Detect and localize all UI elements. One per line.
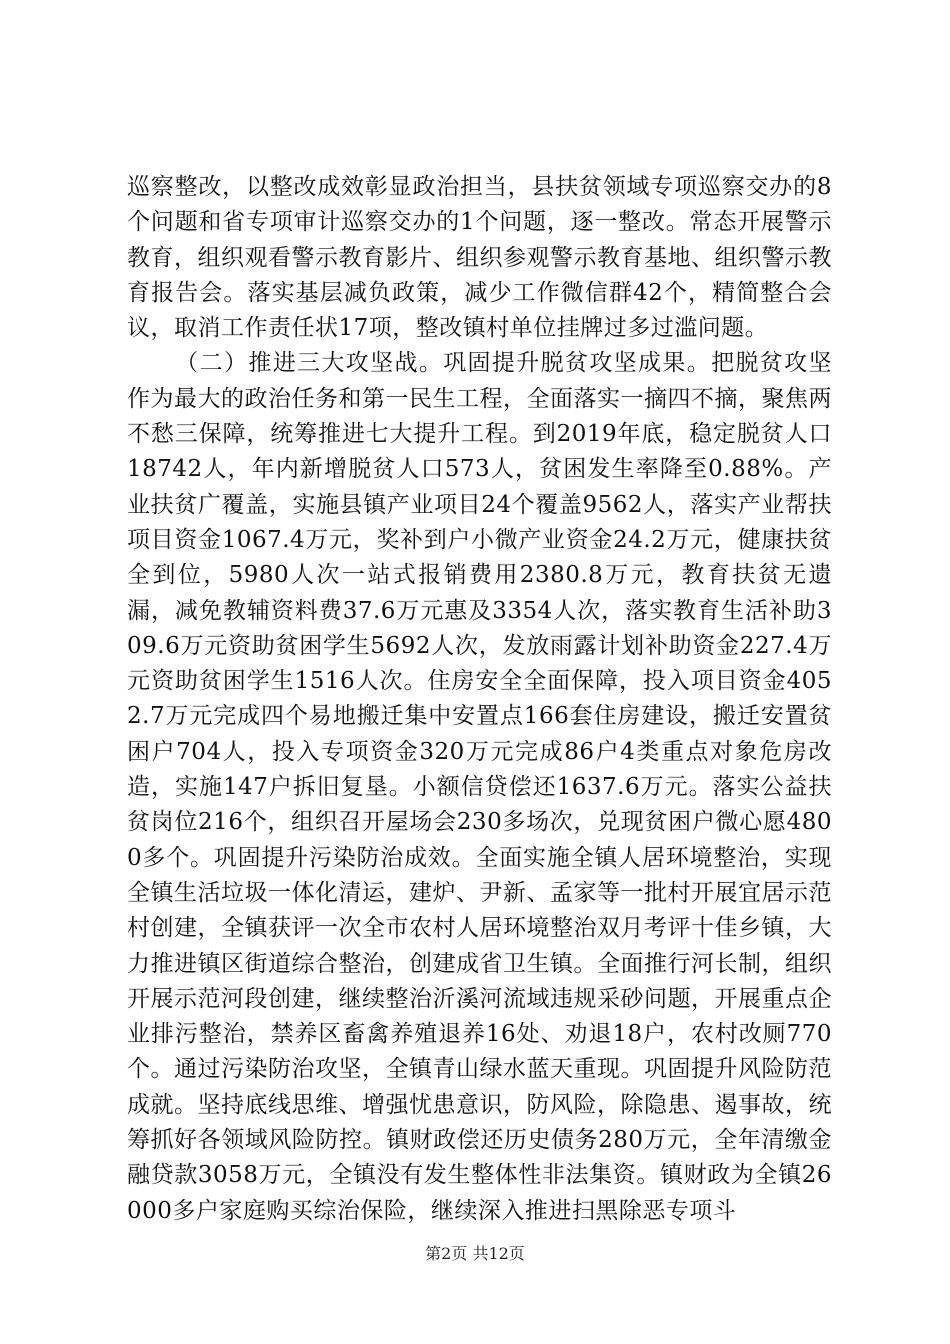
paragraph-inspection-rectification: 巡察整改，以整改成效彰显政治担当，县扶贫领域专项巡察交办的8个问题和省专项审计巡察交办的1个问题，逐一整改。常态开展警示教育，组织观看警示教育影片、组织参观警示教育基地、组织警示教育报告会。落实基层减负政策，减少工作微信群42个，精简整合会议，取消工作责任状17项，整改镇村单位挂牌过多过滥问题。 (127, 174, 832, 342)
paragraph-three-battles: （二）推进三大攻坚战。巩固提升脱贫攻坚成果。把脱贫攻坚作为最大的政治任务和第一民生工程，全面落实一摘四不摘，聚焦两不愁三保障，统筹推进七大提升工程。到2019年底，稳定脱贫人口18742人，年内新增脱贫人口573人，贫困发生率降至0.88%。产业扶贫广覆盖，实施县镇产业项目24个覆盖9562人，落实产业帮扶项目资金1067.4万元，奖补到户小微产业资金24.2万元，健康扶贫全到位，5980人次一站式报销费用2380.8万元，教育扶贫无遗漏，减免教辅资料费37.6万元惠及3354人次，落实教育生活补助309.6万元资助贫困学生5692人次，发放雨露计划补助资金227.4万元资助贫困学生1516人次。住房安全全面保障，投入项目资金4052.7万元完成四个易地搬迁集中安置点166套住房建设，搬迁安置贫困户704人，投入专项资金320万元完成86户4类重点对象危房改造，实施147户拆旧复垦。小额信贷偿还1637.6万元。落实公益扶贫岗位216个，组织召开屋场会230多场次，兑现贫困户微心愿4800多个。巩固提升污染防治成效。全面实施全镇人居环境整治，实现全镇生活垃圾一体化清运，建炉、尹新、孟家等一批村开展宜居示范村创建，全镇获评一次全市农村人居环境整治双月考评十佳乡镇，大力推进镇区街道综合整治，创建成省卫生镇。全面推行河长制，组织开展示范河段创建，继续整治沂溪河流域违规采砂问题，开展重点企业排污整治，禁养区畜禽养殖退养16处、劝退18户，农村改厕770个。通过污染防治攻坚，全镇青山绿水蓝天重现。巩固提升风险防范成就。坚持底线思维、增强忧患意识，防风险，除隐患、遏事故，统筹抓好各领域风险防控。镇财政偿还历史债务280万元，全年清缴金融贷款3058万元，全镇没有发生整体性非法集资。镇财政为全镇26000多户家庭购买综治保险，继续深入推进扫黑除恶专项斗 (127, 350, 832, 1224)
document-body (127, 170, 832, 1229)
page-number-footer: 第2页 共12页 (425, 1244, 525, 1263)
